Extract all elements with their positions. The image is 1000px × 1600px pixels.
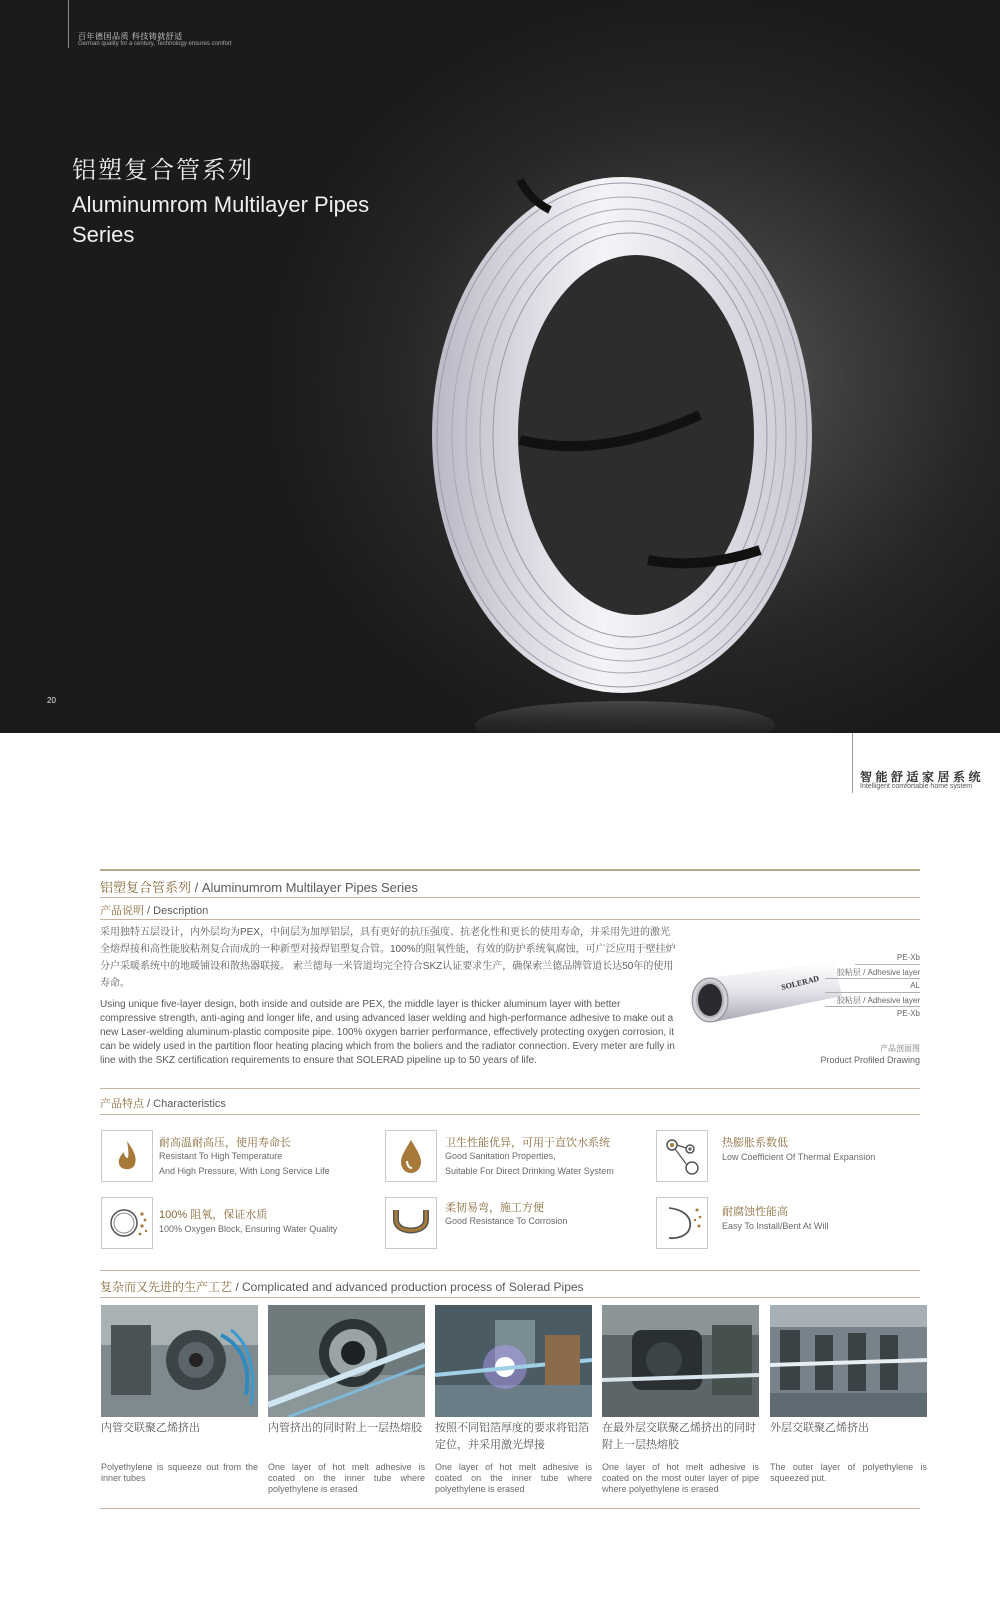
- process-step-1-cn: 内管交联聚乙烯挤出: [101, 1422, 200, 1434]
- characteristics-top-rule: [100, 1088, 920, 1089]
- feature-title-cn: 卫生性能优异，可用于直饮水系统: [445, 1137, 610, 1149]
- layer-label-adhesive-outer: 胶粘层 / Adhesive layer: [836, 968, 920, 977]
- process-photo-5: [770, 1305, 927, 1417]
- feature-title-cn: 耐腐蚀性能高: [722, 1206, 788, 1218]
- page-number: 20: [47, 696, 56, 705]
- feature-desc-en: 100% Oxygen Block, Ensuring Water Quality: [159, 1224, 338, 1234]
- characteristics-heading: [100, 1095, 226, 1111]
- section-rule: [100, 869, 920, 871]
- brand-name-cn: 智能舒适家居系统: [860, 770, 985, 784]
- slogan-en: German quality for a century, Technology ensures comfort: [78, 41, 232, 47]
- layer-leader-line: [825, 992, 920, 993]
- process-step-5-cn: 外层交联聚乙烯挤出: [770, 1422, 869, 1434]
- process-step-3-cn: 按照不同铝箔厚度的要求将铝箔定位，并采用激光焊接: [435, 1422, 589, 1451]
- description-heading-cn: 产品说明: [100, 905, 144, 917]
- layer-leader-line: [825, 1006, 920, 1007]
- process-step-4-cn: 在最外层交联聚乙烯挤出的同时附上一层热熔胶: [602, 1422, 756, 1451]
- pipe-coil-image: [400, 140, 840, 733]
- characteristics-heading-en: / Characteristics: [144, 1098, 226, 1110]
- process-step-2-cn: 内管挤出的同时附上一层热熔胶: [268, 1422, 422, 1434]
- section-title-en: / Aluminumrom Multilayer Pipes Series: [191, 880, 418, 895]
- process-step-5-en: The outer layer of polyethylene is squeezed put.: [770, 1462, 927, 1483]
- brand-divider: [852, 733, 853, 793]
- feature-title-cn: 热膨胀系数低: [722, 1137, 788, 1149]
- slogan-cn: 百年德国品质 科技铸就舒适: [78, 32, 183, 41]
- section-title-cn: 铝塑复合管系列: [100, 880, 192, 895]
- water-drop-icon: [385, 1130, 437, 1182]
- layer-label-pexb-outer: PE-Xb: [896, 953, 920, 962]
- process-step-2-en: One layer of hot melt adhesive is coated on the inner tube where polyethylene is erased: [268, 1462, 425, 1494]
- process-photo-1: [101, 1305, 258, 1417]
- description-heading: [100, 902, 208, 918]
- feature-desc-en: Good Resistance To Corrosion: [445, 1216, 568, 1226]
- process-step-4-en: One layer of hot melt adhesive is coated on the most outer layer of pipe where polyethylene is erased: [602, 1462, 759, 1494]
- brand-name-en: Intelligent comfortable home system: [860, 783, 973, 790]
- description-text-cn: 采用独特五层设计，内外层均为PEX，中间层为加厚铝层，具有更好的抗压强度、抗老化性和更长的使用寿命，并采用先进的激光全熔焊接和高性能胶粘剂复合而成的一种新型对接焊铝塑复合管。100%的阻氧性能，有效的防护系统氧腐蚀，可广泛应用于壁挂炉分户采暖系统中的地暖铺设和散热器联接。 索兰德每一米管道均完全符合SKZ认证要求生产，确保索兰德品牌管道长达50年的使用寿命。: [100, 927, 676, 989]
- description-text-en: Using unique five-layer design, both inside and outside are PEX, the middle layer is thicker aluminum layer with better compressive strength, anti-aging and longer life, and using advanced laser welding and high-performance adhesive to make out a new Laser-welding aluminum-plastic composite pipe. 100% oxygen barrier performance, effectively protecting oxygen corrosion, it can be widely used in the partition floor heating placing which from the boliers and the radiator connection. Every meter are fully in line with the SKZ certification requirements to ensure that SOLERAD pipeline up to 50 years of life.: [100, 999, 675, 1066]
- process-step-1-en: Polyethylene is squeeze out from the inner tubes: [101, 1462, 258, 1483]
- layer-label-pexb-inner: PE-Xb: [896, 1009, 920, 1018]
- bottom-rule: [100, 1508, 920, 1509]
- process-rule: [100, 1297, 920, 1298]
- hero-title-cn: 铝塑复合管系列: [72, 157, 254, 184]
- feature-desc-en: Suitable For Direct Drinking Water System: [445, 1166, 614, 1176]
- feature-desc-en: Resistant To High Temperature: [159, 1151, 283, 1161]
- drawing-caption-en: Product Profiled Drawing: [820, 1055, 920, 1065]
- feature-desc-en: Low Coefficient Of Thermal Expansion: [722, 1152, 876, 1162]
- drawing-caption-cn: 产品剖面图: [880, 1044, 920, 1053]
- layer-label-adhesive-inner: 胶粘层 / Adhesive layer: [836, 996, 920, 1005]
- process-photo-3: [435, 1305, 592, 1417]
- process-heading-cn: 复杂而又先进的生产工艺: [100, 1280, 233, 1294]
- corrosion-icon: [656, 1197, 708, 1249]
- feature-title-cn: 耐高温耐高压，使用寿命长: [159, 1137, 291, 1149]
- feature-desc-en: Easy To Install/Bent At Will: [722, 1221, 829, 1231]
- description-rule: [100, 919, 920, 920]
- expansion-icon: [656, 1130, 708, 1182]
- process-step-3-en: One layer of hot melt adhesive is coated on the inner tube where polyethylene is erased: [435, 1462, 592, 1494]
- layer-leader-line: [855, 964, 920, 965]
- feature-title-cn: 100% 阻氧，保证水质: [159, 1209, 268, 1221]
- process-top-rule: [100, 1270, 920, 1271]
- pipe-brand-mark: SOLERAD: [780, 973, 821, 992]
- section-title-underline: [100, 897, 920, 898]
- hero-title-en: Aluminumrom Multilayer Pipes Series: [72, 192, 370, 247]
- characteristics-heading-cn: 产品特点: [100, 1098, 144, 1110]
- feature-desc-en: And High Pressure, With Long Service Life: [159, 1166, 330, 1176]
- hero-banner: [0, 0, 1000, 733]
- layer-label-al: AL: [910, 981, 920, 990]
- process-heading: [100, 1278, 584, 1295]
- hero-divider: [68, 0, 69, 48]
- pipe-cross-section-image: [684, 960, 844, 1030]
- process-photo-4: [602, 1305, 759, 1417]
- section-title: [100, 877, 418, 896]
- description-heading-en: / Description: [144, 905, 209, 917]
- feature-title-cn: 柔韧易弯，施工方便: [445, 1202, 544, 1214]
- process-heading-en: / Complicated and advanced production process of Solerad Pipes: [232, 1280, 584, 1294]
- feature-desc-en: Good Sanitation Properties,: [445, 1151, 556, 1161]
- layer-leader-line: [825, 978, 920, 979]
- process-photo-2: [268, 1305, 425, 1417]
- flame-icon: [101, 1130, 153, 1182]
- characteristics-rule: [100, 1114, 920, 1115]
- oxygen-block-icon: [101, 1197, 153, 1249]
- bend-icon: [385, 1197, 437, 1249]
